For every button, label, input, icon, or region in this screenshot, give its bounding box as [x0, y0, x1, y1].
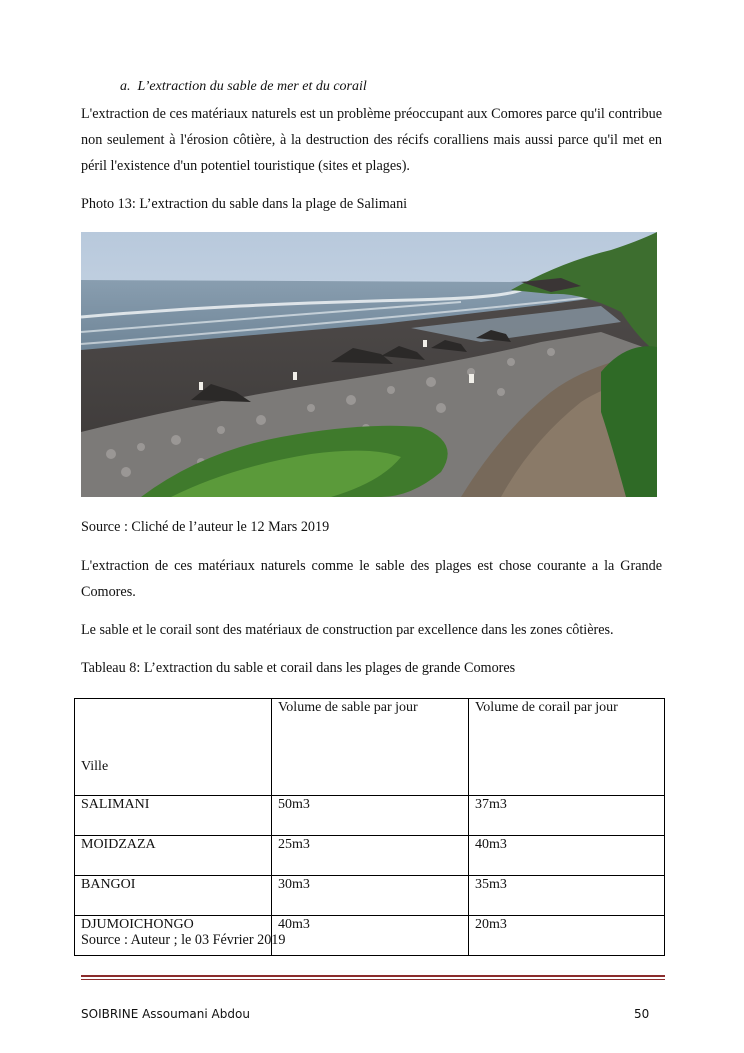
header-sable: Volume de sable par jour [272, 699, 469, 796]
table-cell: 40m3 [469, 836, 665, 876]
table-source: Source : Auteur ; le 03 Février 2019 [81, 932, 286, 948]
table-cell: 20m3 [469, 916, 665, 956]
photo-caption: Photo 13: L’extraction du sable dans la plage de Salimani [81, 196, 408, 212]
section-marker: a. [120, 79, 131, 94]
section-title: L’extraction du sable de mer et du corail [137, 79, 367, 94]
table-cell: 37m3 [469, 796, 665, 836]
table-cell: 50m3 [272, 796, 469, 836]
table-cell: 25m3 [272, 836, 469, 876]
table-cell: 35m3 [469, 876, 665, 916]
table-cell: 30m3 [272, 876, 469, 916]
table-cell: MOIDZAZA [75, 836, 272, 876]
table-cell: DJUMOICHONGO [75, 916, 272, 956]
extraction-table [74, 698, 665, 956]
common-paragraph: L'extraction de ces matériaux naturels comme le sable des plages est chose courante a la Grande Comores. [81, 558, 662, 600]
footer-rule-thin [81, 979, 665, 980]
materials-paragraph: Le sable et le corail sont des matériaux de construction par excellence dans les zones côtières. [81, 622, 614, 638]
table-caption: Tableau 8: L’extraction du sable et corail dans les plages de grande Comores [81, 660, 516, 676]
table-row [75, 836, 665, 876]
page-number: 50 [634, 1007, 650, 1021]
table-header-row [75, 699, 665, 796]
footer-author: SOIBRINE Assoumani Abdou [81, 1007, 250, 1021]
intro-paragraph: L'extraction de ces matériaux naturels est un problème préoccupant aux Comores parce qu'il contribue non seulement à l'érosion côtière, à la destruction des récifs coralliens mais aussi parce qu'il met en péril l'existence d'un potentiel touristique (sites et plages). [81, 106, 662, 174]
header-ville: Ville [75, 699, 272, 796]
photo-source: Source : Cliché de l’auteur le 12 Mars 2019 [81, 519, 330, 535]
table-cell: 40m3 [272, 916, 469, 956]
section-heading [120, 79, 367, 95]
table-cell: SALIMANI [75, 796, 272, 836]
header-corail: Volume de corail par jour [469, 699, 665, 796]
table-row [75, 876, 665, 916]
table-row [75, 796, 665, 836]
beach-photo [81, 232, 657, 497]
table-cell: BANGOI [75, 876, 272, 916]
footer-rule [81, 975, 665, 977]
